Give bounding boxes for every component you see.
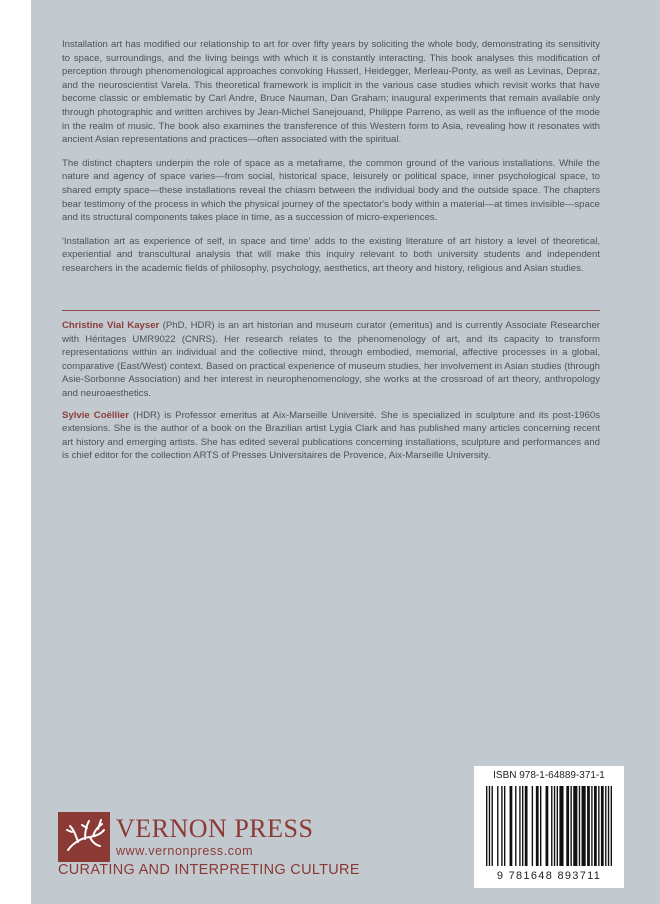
barcode-bar: [611, 786, 612, 866]
barcode-bar: [587, 786, 590, 866]
barcode-bar: [532, 786, 533, 866]
author-name-2: Sylvie Coëllier: [62, 409, 129, 421]
barcode-bar: [559, 786, 563, 866]
isbn-barcode: [474, 766, 624, 888]
barcode-bar: [497, 786, 498, 866]
barcode-bar: [492, 786, 493, 866]
barcode-bar: [566, 786, 569, 866]
barcode-bar: [601, 786, 604, 866]
barcode-bar: [522, 786, 523, 866]
barcode-bar: [554, 786, 555, 866]
book-description: [62, 38, 600, 286]
barcode-digits: 9 781648 893711: [496, 870, 602, 882]
barcode-bar: [510, 786, 513, 866]
description-paragraph-2: The distinct chapters underpin the role of space as a metaframe, the common ground of the various installations. While the nature and agency of space varies—from social, historical space, leisurely or political space, inner psychological space, to shared empty space—these installations reveal the chiasm between the individual body and the outside space. The chapters bear testimony of the process in which the physical journey of the spectator's body within a material—at times invisible—space and its structural components takes place in time, as a succession of micro-experiences.: [62, 157, 600, 224]
author-bio-text-1: (PhD, HDR) is an art historian and museum curator (emeritus) and is currently Associate Researcher with Héritages UMR9022 (CNRS). Her research relates to the phenomenology of art, and its capacity to transform representations within an individual and the collective mind, through embodied, memorial, affective processes in a global, comparative (East/West) context. Based on practical experience of museum studies, her involvement in Asian studies (through Asie-Sorbonne Association) and her interest in neurophenomenology, she works at the crossroad of art theory, anthropology and neuroaesthetics.: [62, 320, 601, 399]
barcode-bar: [489, 786, 490, 866]
barcode-bar: [525, 786, 528, 866]
author-bios: [62, 319, 600, 471]
barcode-bar: [591, 786, 592, 866]
barcode-bar: [540, 786, 541, 866]
barcode-bar: [582, 786, 586, 866]
antler-logo-icon: [58, 812, 110, 862]
barcode-bar: [598, 786, 599, 866]
barcode-bar: [546, 786, 549, 866]
author-name-1: Christine Vial Kayser: [62, 320, 160, 331]
description-paragraph-1: Installation art has modified our relationship to art for over fifty years by soliciting the whole body, demonstrating its sensitivity to space, surroundings, and the living beings with which it is constantly interacting. This book analyses this modification of perception through phenomenological approaches convoking Husserl, Heidegger, Merleau-Ponty, as well as Levinas, Depraz, and the neuroscientist Varela. This theoretical framework is implicit in the various case studies which revisit works that have become classic or emblematic by Carl Andre, Bruce Nauman, Dan Graham; inaugural experiments that remain available only through photographic and written archives by Jean-Michel Sanejouand, Philippe Parreno, as well as the influence of the mode in the realm of music. The book also examines the transference of this Western form to Asia, revealing how it resonates with ancient Asian representations and practices—often associated with the spiritual.: [62, 39, 600, 146]
description-paragraph-3: 'Installation art as experience of self, in space and time' adds to the existing literature of art history a level of theoretical, experiential and transcultural analysis that will make this inquiry relevant to both university students and independent researchers in the academic fields of philosophy, psychology, aesthetics, art theory and history, religious and Asian studies.: [62, 235, 600, 274]
publisher-tagline: CURATING AND INTERPRETING CULTURE: [58, 862, 360, 878]
author-bio-1: [62, 319, 600, 401]
barcode-bar: [551, 786, 552, 866]
barcode-bar: [570, 786, 571, 866]
publisher-url: www.vernonpress.com: [116, 844, 254, 858]
barcode-bar: [515, 786, 516, 866]
barcode-bar: [501, 786, 502, 866]
barcode-bar: [486, 786, 487, 866]
author-bio-2: [62, 409, 600, 463]
barcode-bar: [605, 786, 606, 866]
barcode-bar: [557, 786, 558, 866]
barcode-bar: [519, 786, 520, 866]
barcode-bar: [594, 786, 597, 866]
barcode-bar: [573, 786, 577, 866]
barcode-bar: [536, 786, 539, 866]
publisher-logo: [58, 812, 418, 884]
isbn-label: ISBN 978-1-64889-371-1: [493, 770, 605, 781]
barcode-bar: [504, 786, 505, 866]
barcode-bar: [579, 786, 580, 866]
author-bio-text-2: (HDR) is Professor emeritus at Aix-Marseille Université. She is specialized in sculpture and its post-1960s extensions. She is the author of a book on the Brazilian artist Lygia Clark and has published many articles concerning recent art history and emerging artists. She has edited several publications concerning installations, sculpture and performances and is chief editor for the collection ARTS of Presses Universitaires de Provence, Aix-Marseille University.: [62, 409, 601, 462]
publisher-name: VERNON PRESS: [116, 814, 314, 843]
barcode-bars: [480, 786, 618, 870]
section-divider: [62, 310, 600, 311]
barcode-bar: [608, 786, 609, 866]
